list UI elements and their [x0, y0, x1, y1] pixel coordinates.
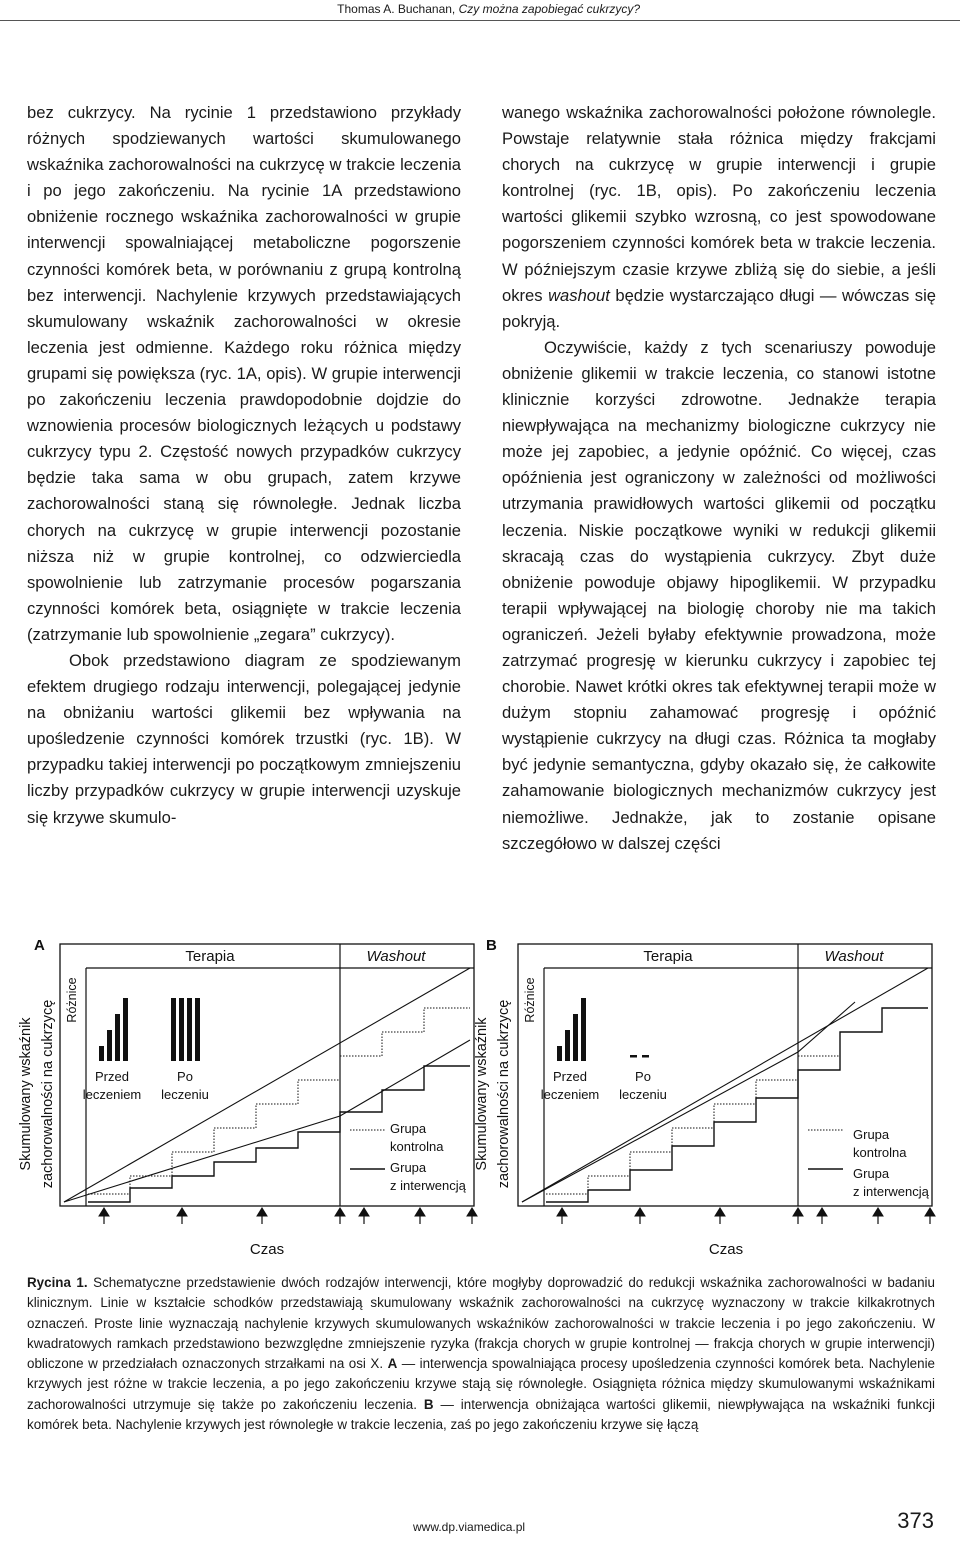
panel-b-ylabel-2: zachorowalności na cukrzycę — [496, 999, 512, 1189]
arrow — [873, 1208, 883, 1224]
right-p1-text-a: wanego wskaźnika zachorowalności położone równolegle. Powstaje relatywnie stała różnica między frakcjami chorych na cukrzycę w grupie interwencji i grupie kontrolnej (ryc. 1B, opis). Po zakończeniu leczenia wartości glikemii szybko wzrosną, co jest spowodowane pogorszeniem czynności komórek beta w trakcie leczenia. W późniejszym czasie krzywe zbliżą się do siebie, a jeśli okres — [502, 103, 936, 305]
panel-b — [474, 937, 935, 1258]
bar-after-2 — [642, 1055, 649, 1058]
bar-before-2 — [565, 1030, 570, 1061]
caption-a: A — [387, 1356, 398, 1372]
bar-after-1 — [171, 998, 176, 1061]
right-p1-text-b: będzie wystarczająco długi — wówczas się pokryją. — [502, 285, 937, 331]
caption-text-1: Schematyczne przedstawienie dwóch rodzajów interwencji, które mogłyby doprowadzić do redukcji wskaźnika zachorowalności w badaniu klinicznym. Linie w kształcie schodków przedstawiają skumulowany wskaźnik zachorowalności na cukrzycę wyznaczony w trakcie kilkakrotnych oznaczeń. Proste linie wyznaczają nachylenie krzywych skumulowanych wskaźników zachorowalności w trakcie leczenia i po jego zakończeniu. W kwadratowych ramkach przedstawiono bezwzględne zmniejszenie ryzyka (frakcja chorych w grupie kontrolnej — frakcja chorych w grupie interwencji) obliczone w przedziałach oznaczonych strzałkami na osi X. — [27, 1275, 935, 1372]
right-column — [502, 100, 936, 857]
panel-a-washout-label: Washout — [366, 948, 426, 965]
bar-after-4 — [195, 998, 200, 1061]
footer-url[interactable]: www.dp.viamedica.pl — [413, 1520, 526, 1534]
header-author: Thomas A. Buchanan, — [337, 2, 459, 16]
panel-b-legend-control-2: kontrolna — [853, 1145, 907, 1160]
bar-before-4 — [123, 998, 128, 1061]
panel-a-ylabel-1: Skumulowany wskaźnik — [18, 1017, 34, 1171]
panel-a-after-1: Po — [177, 1069, 193, 1084]
panel-a-differences-label: Różnice — [65, 977, 79, 1023]
left-paragraph-1: bez cukrzycy. Na rycinie 1 przedstawiono przykłady różnych spodziewanych wartości skumulowanego wskaźnika zachorowalności na cukrzycę w trakcie leczenia i po jego zakończeniu. Na rycinie 1A przedstawiono obniżenie rocznego wskaźnika zachorowalności w grupie interwencji spowalniającej metaboliczne pogorszenie czynności komórek beta, w porównaniu z grupą kontrolną bez interwencji. Nachylenie krzywych przedstawiających skumulowany wskaźnik zachorowalności w okresie leczenia jest odmienne. Każdego roku różnica między grupami się powiększa (ryc. 1A, opis). W grupie interwencji po zakończeniu leczenia prawdopodobnie dojdzie do wznowienia procesów biologicznych leżących u podstawy cukrzycy typu 2. Częstość nowych przypadków cukrzycy będzie taka sama w obu grupach, zatem krzywe zachorowalności staną się równoległe. Jednak liczba chorych na cukrzycę w grupie interwencji pozostanie niższa niż w grupie kontrolnej, co odzwierciedla spowolnienie lub zatrzymanie procesów pogarszania czynności komórek beta, osiągnięte w trakcie leczenia (zatrzymanie lub spowolnienie „zegara” cukrzycy). — [27, 103, 461, 644]
panel-b-ylabel-1: Skumulowany wskaźnik — [474, 1017, 490, 1171]
panel-b-bars-before — [557, 998, 586, 1061]
left-column — [27, 100, 461, 831]
panel-a-therapy-label: Terapia — [185, 948, 235, 965]
panel-a-before-1: Przed — [95, 1069, 129, 1084]
panel-a-before-2: leczeniem — [82, 1087, 142, 1102]
figure-1 — [0, 932, 960, 1272]
panel-a-legend-intervention-2: z interwencją — [390, 1178, 466, 1193]
arrow — [635, 1208, 645, 1224]
panel-a-bars-before — [99, 998, 128, 1061]
panel-a-after-2: leczeniu — [161, 1087, 209, 1102]
bar-after-2 — [179, 998, 184, 1061]
arrow — [257, 1208, 267, 1224]
panel-b-before-2: leczeniem — [540, 1087, 600, 1102]
caption-text-2: — interwencja spowalniająca procesy upośledzenia czynności komórek beta. Nachylenie krzywych jest różne w trakcie leczenia, a po jego zakończeniu krzywe stają się równoległe. Osiągnięta różnica między skumulowanymi wskaźnikami zachorowalności utrzymuje się także po zakończeniu leczenia. — [27, 1356, 935, 1412]
panel-a-letter: A — [34, 937, 45, 954]
bar-before-1 — [557, 1046, 562, 1061]
arrow — [177, 1208, 187, 1224]
panel-b-letter: B — [486, 937, 497, 954]
panel-a-ylabel-2: zachorowalności na cukrzycę — [40, 999, 56, 1189]
figure-svg — [0, 932, 960, 1272]
header-text — [337, 2, 640, 16]
panel-a-legend-control-2: kontrolna — [390, 1139, 444, 1154]
page-number: 373 — [897, 1508, 934, 1533]
arrow — [557, 1208, 567, 1224]
left-paragraph-2: Obok przedstawiono diagram ze spodziewanym efektem drugiego rodzaju interwencji, polegającej jedynie na obniżaniu wartości glikemii bez wpływania na upośledzenie czynności komórek trzustki (ryc. 1B). W przypadku takiej interwencji po początkowym zmniejszeniu liczby przypadków cukrzycy w grupie interwencji uzyskuje się krzywe skumulo- — [27, 650, 461, 827]
arrow — [467, 1208, 477, 1224]
bar-before-1 — [99, 1046, 104, 1061]
bar-before-3 — [115, 1014, 120, 1061]
right-paragraph-2: Oczywiście, każdy z tych scenariuszy powoduje obniżenie glikemii w trakcie leczenia, co stanowi istotne klinicznie korzyści zdrowotne. Jednakże terapia niewpływająca na mechanizmy biologiczne cukrzycy nie może jej zapobiec, a jedynie opóźnić. Co więcej, czas opóźnienia jest ograniczony w zależności od możliwości utrzymania prawidłowych wartości glikemii od początku leczenia. Niskie początkowe wyniki w redukcji glikemii skracają czas do wystąpienia cukrzycy. Zbyt duże obniżenie powoduje objawy hipoglikemii. W przypadku terapii wpływającej na biologię choroby nie ma takich ograniczeń. Jeżeli byłaby efektywnie prowadzona, może zatrzymać progresję w kierunku cukrzycy i zapobiec tej chorobie. Nawet krótki okres tak efektywnej terapii może w dużym stopniu zahamować progresję i opóźnić wystąpienie cukrzycy na długi czas. Różnica ta mogłaby być jedynie semantyczna, gdyby okazało się, że całkowite zahamowanie biologicznych mechanizmów cukrzycy jest niemożliwe. Jednakże, jak to zostanie opisane szczegółowo w dalszej części — [502, 337, 936, 853]
header-title: Czy można zapobiegać cukrzycy? — [458, 2, 640, 16]
panel-b-legend-intervention-2: z interwencją — [853, 1184, 929, 1199]
panel-b-before-1: Przed — [553, 1069, 587, 1084]
panel-b-xlabel: Czas — [708, 1241, 744, 1258]
arrow — [359, 1208, 369, 1224]
panel-a-legend-control-1: Grupa — [390, 1121, 427, 1136]
bar-before-3 — [573, 1014, 578, 1061]
panel-b-intervention-slope — [522, 1002, 855, 1202]
panel-b-bars-after — [630, 1055, 649, 1058]
panel-a-legend-intervention-1: Grupa — [390, 1160, 427, 1175]
bar-after-3 — [187, 998, 192, 1061]
panel-a-xlabel: Czas — [249, 1241, 285, 1258]
caption-text-3: — interwencja obniżająca wartości glikemii, niewpływająca na wskaźniki funkcji komórek beta. Nachylenie krzywych jest równoległe w trakcie leczenia, zaś po jego zakończeniu krzywe się łączą — [27, 1396, 936, 1433]
header-rule — [0, 20, 960, 21]
arrow — [817, 1208, 827, 1224]
caption-b: B — [423, 1396, 434, 1412]
panel-a-bars-after — [171, 998, 200, 1061]
panel-b-arrows — [557, 1208, 935, 1224]
arrow — [99, 1208, 109, 1224]
running-header — [0, 0, 960, 22]
right-p1-italic: washout — [548, 285, 610, 305]
panel-b-therapy-label: Terapia — [643, 948, 693, 965]
right-paragraph-1 — [502, 100, 936, 335]
arrow — [335, 1208, 345, 1224]
panel-b-legend-control-1: Grupa — [853, 1127, 890, 1142]
bar-after-1 — [630, 1055, 637, 1058]
arrow — [715, 1208, 725, 1224]
panel-b-after-1: Po — [635, 1069, 651, 1084]
arrow — [415, 1208, 425, 1224]
bar-before-4 — [581, 998, 586, 1061]
panel-b-legend-intervention-1: Grupa — [853, 1166, 890, 1181]
panel-b-washout-label: Washout — [824, 948, 884, 965]
panel-b-differences-label: Różnice — [523, 977, 537, 1023]
panel-a-arrows — [99, 1208, 477, 1224]
bar-before-2 — [107, 1030, 112, 1061]
panel-a — [18, 937, 477, 1258]
arrow — [793, 1208, 803, 1224]
figure-caption — [27, 1273, 935, 1435]
caption-label: Rycina 1. — [27, 1275, 88, 1290]
arrow — [925, 1208, 935, 1224]
panel-b-after-2: leczeniu — [619, 1087, 667, 1102]
